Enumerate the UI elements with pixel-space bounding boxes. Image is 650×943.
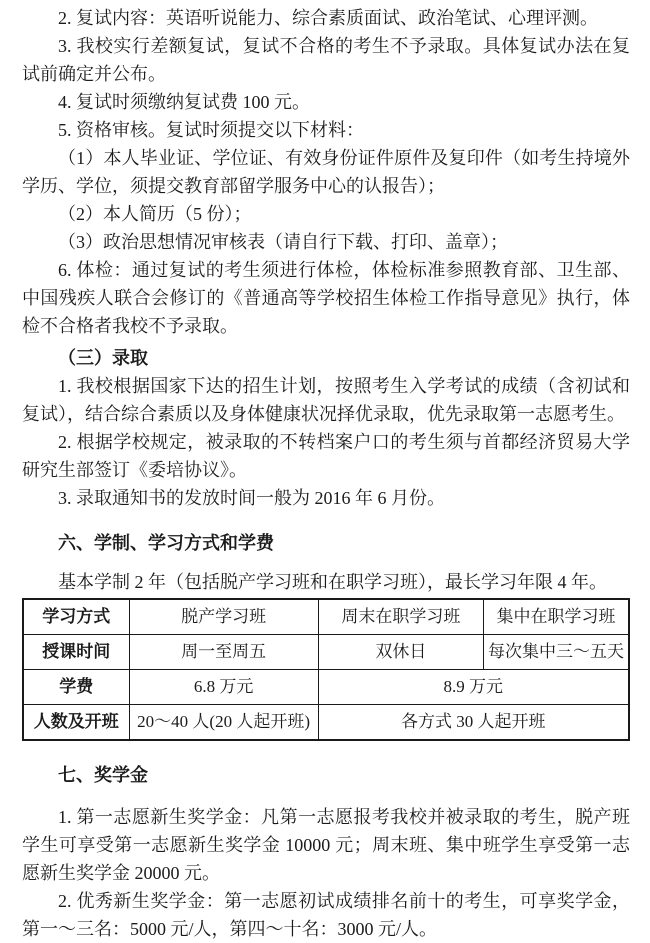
paragraph-jiangxuejin-2: 2. 优秀新生奖学金：第一志愿初试成绩排名前十的考生，可享奖学金，第一～三名：5000 元/人，第四～十名：3000 元/人。: [22, 891, 630, 939]
table-cell: 集中在职学习班: [484, 599, 629, 635]
table-row-study-mode: [23, 599, 629, 635]
paragraph-jiangxuejin-1: 1. 第一志愿新生奖学金：凡第一志愿报考我校并被录取的考生，脱产班学生可享受第一志愿新生奖学金 10000 元；周末班、集中班学生享受第一志愿新生奖学金 20000 元。: [22, 807, 630, 883]
sub-heading-luqu: （三）录取: [58, 348, 148, 368]
paragraph-luqu-3: 3. 录取通知书的发放时间一般为 2016 年 6 月份。: [58, 488, 445, 508]
table-row-class-time: [23, 635, 629, 670]
paragraph-fushi-neirong: 2. 复试内容：英语听说能力、综合素质面试、政治笔试、心理评测。: [58, 8, 598, 28]
table-cell: 双休日: [318, 635, 483, 670]
table-row-tuition: [23, 670, 629, 705]
paragraph-chae-fushi: 3. 我校实行差额复试，复试不合格的考生不予录取。具体复试办法在复试前确定并公布。: [22, 36, 630, 84]
table-cell: 脱产学习班: [129, 599, 318, 635]
paragraph-material-1: （1）本人毕业证、学位证、有效身份证件原件及复印件（如考生持境外学历、学位，须提交教育部留学服务中心的认报告）；: [22, 148, 630, 196]
table-cell: 20～40 人(20 人起开班): [129, 705, 318, 741]
section-heading-xuezhi-xuefei: 六、学制、学习方式和学费: [58, 533, 274, 553]
table-cell: 各方式 30 人起开班: [318, 705, 629, 741]
table-row-class-size: [23, 705, 629, 741]
paragraph-tijian: 6. 体检：通过复试的考生须进行体检，体检标准参照教育部、卫生部、中国残疾人联合会修订的《普通高等学校招生体检工作指导意见》执行，体检不合格者我校不予录取。: [22, 260, 630, 336]
paragraph-luqu-1: 1. 我校根据国家下达的招生计划，按照考生入学考试的成绩（含初试和复试），结合综合素质以及身体健康状况择优录取，优先录取第一志愿考生。: [22, 376, 630, 424]
row-header-cell: 人数及开班: [23, 705, 129, 741]
table-cell: 每次集中三～五天: [484, 635, 629, 670]
table-cell: 6.8 万元: [129, 670, 318, 705]
paragraph-zige-shenhe: 5. 资格审核。复试时须提交以下材料：: [58, 120, 364, 140]
paragraph-fushi-fei: 4. 复试时须缴纳复试费 100 元。: [58, 92, 310, 112]
row-header-cell: 学习方式: [23, 599, 129, 635]
paragraph-luqu-2: 2. 根据学校规定，被录取的不转档案户口的考生须与首都经济贸易大学研究生部签订《委培协议》。: [22, 432, 630, 480]
table-cell: 8.9 万元: [318, 670, 629, 705]
paragraph-material-2: （2）本人简历（5 份）；: [58, 204, 252, 224]
tuition-table: [22, 598, 630, 741]
paragraph-xuezhi: 基本学制 2 年（包括脱产学习班和在职学习班），最长学习年限 4 年。: [58, 572, 607, 592]
paragraph-material-3: （3）政治思想情况审核表（请自行下载、打印、盖章）；: [58, 232, 508, 252]
table-cell: 周末在职学习班: [318, 599, 483, 635]
row-header-cell: 授课时间: [23, 635, 129, 670]
table-cell: 周一至周五: [129, 635, 318, 670]
section-heading-jiangxuejin: 七、奖学金: [58, 765, 148, 785]
row-header-cell: 学费: [23, 670, 129, 705]
